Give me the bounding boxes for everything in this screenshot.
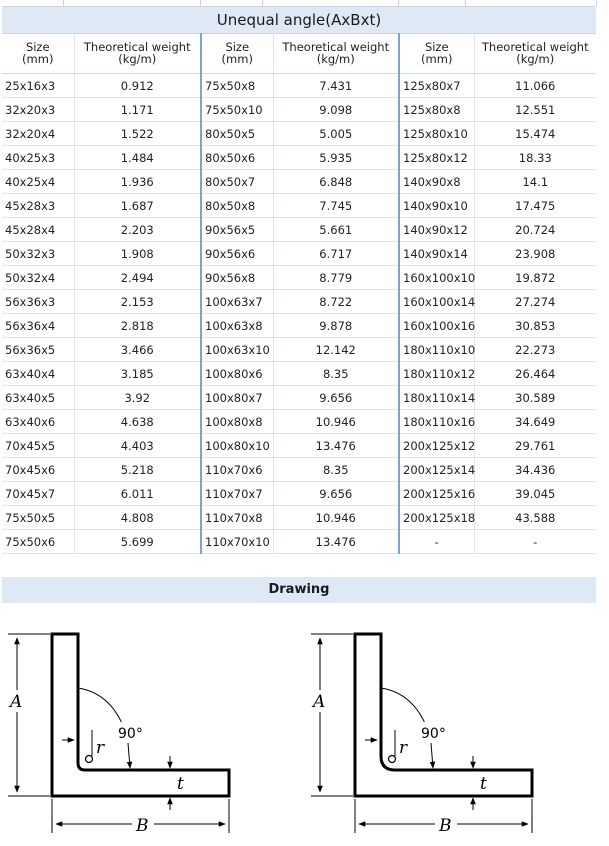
weight-header-label: Theoretical weight — [282, 40, 390, 54]
size-cell: 80x50x8 — [201, 194, 273, 218]
size-cell: 63x40x4 — [2, 362, 74, 386]
weight-cell: 9.878 — [273, 314, 399, 338]
angle-drawing-right — [303, 618, 603, 843]
size-cell: 140x90x8 — [399, 170, 474, 194]
size-cell: 50x32x3 — [2, 242, 74, 266]
table-row — [2, 266, 596, 290]
size-cell: 40x25x3 — [2, 146, 74, 170]
size-cell: 200x125x12 — [399, 434, 474, 458]
weight-cell: 8.35 — [273, 362, 399, 386]
weight-cell: 12.142 — [273, 338, 399, 362]
weight-cell: 17.475 — [474, 194, 596, 218]
weight-cell: 9.098 — [273, 98, 399, 122]
size-cell: 125x80x10 — [399, 122, 474, 146]
weight-cell: 1.687 — [74, 194, 201, 218]
size-cell: 125x80x7 — [399, 74, 474, 98]
label-a: A — [313, 692, 326, 712]
weight-cell: 8.35 — [273, 458, 399, 482]
weight-cell: 5.218 — [74, 458, 201, 482]
weight-cell: 30.853 — [474, 314, 596, 338]
weight-cell: 9.656 — [273, 482, 399, 506]
size-cell: 125x80x12 — [399, 146, 474, 170]
size-header-label: Size — [225, 40, 250, 54]
size-cell: 63x40x5 — [2, 386, 74, 410]
weight-cell: 30.589 — [474, 386, 596, 410]
size-cell: - — [399, 530, 474, 554]
label-t: t — [177, 774, 184, 794]
size-cell: 180x110x16 — [399, 410, 474, 434]
size-cell: 180x110x14 — [399, 386, 474, 410]
size-cell: 80x50x5 — [201, 122, 273, 146]
size-cell: 40x25x4 — [2, 170, 74, 194]
label-r: r — [399, 738, 408, 758]
unequal-angle-table — [2, 33, 596, 554]
weight-cell: 4.638 — [74, 410, 201, 434]
weight-cell: 2.153 — [74, 290, 201, 314]
size-cell: 180x110x10 — [399, 338, 474, 362]
size-cell: 75x50x10 — [201, 98, 273, 122]
weight-header-unit: (kg/m) — [316, 52, 355, 66]
table-row — [2, 506, 596, 530]
size-cell: 70x45x6 — [2, 458, 74, 482]
size-cell: 200x125x16 — [399, 482, 474, 506]
weight-cell: 8.779 — [273, 266, 399, 290]
table-row — [2, 410, 596, 434]
size-header-unit: (mm) — [221, 52, 253, 66]
size-cell: 100x63x8 — [201, 314, 273, 338]
weight-cell: 1.171 — [74, 98, 201, 122]
weight-cell: 5.935 — [273, 146, 399, 170]
size-cell: 70x45x7 — [2, 482, 74, 506]
weight-header-unit: (kg/m) — [516, 52, 555, 66]
table-row — [2, 362, 596, 386]
size-cell: 80x50x7 — [201, 170, 273, 194]
weight-cell: 29.761 — [474, 434, 596, 458]
size-cell: 70x45x5 — [2, 434, 74, 458]
weight-cell: 13.476 — [273, 530, 399, 554]
weight-cell: 11.066 — [474, 74, 596, 98]
size-cell: 25x16x3 — [2, 74, 74, 98]
weight-cell: 15.474 — [474, 122, 596, 146]
angle-arrow — [431, 743, 433, 768]
table-row — [2, 434, 596, 458]
table-row — [2, 242, 596, 266]
weight-header — [474, 33, 596, 74]
label-a: A — [10, 692, 23, 712]
size-cell: 50x32x4 — [2, 266, 74, 290]
table-row — [2, 146, 596, 170]
weight-cell: 20.724 — [474, 218, 596, 242]
size-cell: 110x70x8 — [201, 506, 273, 530]
weight-cell: 19.872 — [474, 266, 596, 290]
size-header — [399, 33, 474, 74]
table-row — [2, 218, 596, 242]
size-cell: 100x80x8 — [201, 410, 273, 434]
size-cell: 45x28x3 — [2, 194, 74, 218]
size-header-label: Size — [25, 40, 50, 54]
weight-cell: 2.818 — [74, 314, 201, 338]
weight-cell: 6.717 — [273, 242, 399, 266]
weight-header — [74, 33, 201, 74]
table-row — [2, 314, 596, 338]
weight-cell: 18.33 — [474, 146, 596, 170]
weight-cell: 2.203 — [74, 218, 201, 242]
size-cell: 110x70x7 — [201, 482, 273, 506]
size-cell: 56x36x3 — [2, 290, 74, 314]
size-cell: 200x125x18 — [399, 506, 474, 530]
table-row — [2, 98, 596, 122]
size-header — [2, 33, 74, 74]
weight-cell: 8.722 — [273, 290, 399, 314]
table-row — [2, 170, 596, 194]
weight-header-label: Theoretical weight — [83, 40, 191, 54]
size-cell: 75x50x5 — [2, 506, 74, 530]
size-cell: 100x80x6 — [201, 362, 273, 386]
weight-cell: 2.494 — [74, 266, 201, 290]
size-cell: 100x80x10 — [201, 434, 273, 458]
weight-cell: 34.436 — [474, 458, 596, 482]
size-cell: 32x20x3 — [2, 98, 74, 122]
weight-cell: 10.946 — [273, 506, 399, 530]
table-row — [2, 74, 596, 98]
angle-label: 90° — [118, 726, 143, 742]
weight-cell: 5.005 — [273, 122, 399, 146]
weight-cell: 7.745 — [273, 194, 399, 218]
table-title: Unequal angle(AxBxt) — [2, 6, 596, 34]
radius-center-mark — [389, 756, 396, 763]
weight-header-unit: (kg/m) — [118, 52, 157, 66]
table-row — [2, 290, 596, 314]
table-row — [2, 482, 596, 506]
size-cell: 200x125x14 — [399, 458, 474, 482]
size-cell: 32x20x4 — [2, 122, 74, 146]
label-b: B — [136, 816, 149, 836]
size-cell: 125x80x8 — [399, 98, 474, 122]
weight-cell: 13.476 — [273, 434, 399, 458]
weight-cell: 7.431 — [273, 74, 399, 98]
size-cell: 56x36x4 — [2, 314, 74, 338]
table-row — [2, 194, 596, 218]
size-cell: 56x36x5 — [2, 338, 74, 362]
weight-cell: 6.011 — [74, 482, 201, 506]
table-row — [2, 122, 596, 146]
weight-cell: 3.92 — [74, 386, 201, 410]
label-t: t — [480, 774, 487, 794]
angle-arrow — [128, 743, 130, 768]
weight-cell: - — [474, 530, 596, 554]
weight-cell: 43.588 — [474, 506, 596, 530]
size-header-unit: (mm) — [22, 52, 54, 66]
weight-cell: 0.912 — [74, 74, 201, 98]
weight-cell: 22.273 — [474, 338, 596, 362]
weight-cell: 5.661 — [273, 218, 399, 242]
label-b: B — [439, 816, 452, 836]
table-row — [2, 386, 596, 410]
size-cell: 63x40x6 — [2, 410, 74, 434]
size-cell: 140x90x10 — [399, 194, 474, 218]
size-cell: 140x90x12 — [399, 218, 474, 242]
size-cell: 100x80x7 — [201, 386, 273, 410]
size-cell: 110x70x10 — [201, 530, 273, 554]
angle-profile — [355, 634, 532, 796]
size-cell: 160x100x10 — [399, 266, 474, 290]
size-cell: 160x100x16 — [399, 314, 474, 338]
weight-header — [273, 33, 399, 74]
weight-cell: 4.403 — [74, 434, 201, 458]
weight-cell: 39.045 — [474, 482, 596, 506]
weight-header-label: Theoretical weight — [481, 40, 589, 54]
angle-profile — [52, 634, 229, 796]
label-r: r — [96, 738, 105, 758]
weight-cell: 23.908 — [474, 242, 596, 266]
weight-cell: 3.185 — [74, 362, 201, 386]
weight-cell: 10.946 — [273, 410, 399, 434]
size-cell: 160x100x14 — [399, 290, 474, 314]
weight-cell: 6.848 — [273, 170, 399, 194]
drawing-title: Drawing — [2, 577, 596, 603]
radius-center-mark — [86, 756, 93, 763]
weight-cell: 14.1 — [474, 170, 596, 194]
size-cell: 80x50x6 — [201, 146, 273, 170]
size-cell: 140x90x14 — [399, 242, 474, 266]
weight-cell: 3.466 — [74, 338, 201, 362]
weight-cell: 4.808 — [74, 506, 201, 530]
weight-cell: 1.936 — [74, 170, 201, 194]
size-cell: 100x63x7 — [201, 290, 273, 314]
weight-cell: 26.464 — [474, 362, 596, 386]
weight-cell: 1.908 — [74, 242, 201, 266]
weight-cell: 12.551 — [474, 98, 596, 122]
angle-drawing-left — [0, 618, 300, 843]
size-cell: 90x56x6 — [201, 242, 273, 266]
header-row — [2, 33, 596, 74]
size-cell: 90x56x5 — [201, 218, 273, 242]
size-cell: 110x70x6 — [201, 458, 273, 482]
weight-cell: 9.656 — [273, 386, 399, 410]
table-row — [2, 338, 596, 362]
size-cell: 90x56x8 — [201, 266, 273, 290]
size-cell: 180x110x12 — [399, 362, 474, 386]
table-row — [2, 530, 596, 554]
weight-cell: 27.274 — [474, 290, 596, 314]
size-cell: 100x63x10 — [201, 338, 273, 362]
size-header — [201, 33, 273, 74]
table-row — [2, 458, 596, 482]
size-header-label: Size — [424, 40, 449, 54]
weight-cell: 1.484 — [74, 146, 201, 170]
size-cell: 75x50x8 — [201, 74, 273, 98]
size-cell: 75x50x6 — [2, 530, 74, 554]
weight-cell: 1.522 — [74, 122, 201, 146]
weight-cell: 5.699 — [74, 530, 201, 554]
weight-cell: 34.649 — [474, 410, 596, 434]
size-cell: 45x28x4 — [2, 218, 74, 242]
size-header-unit: (mm) — [421, 52, 453, 66]
angle-label: 90° — [421, 726, 446, 742]
